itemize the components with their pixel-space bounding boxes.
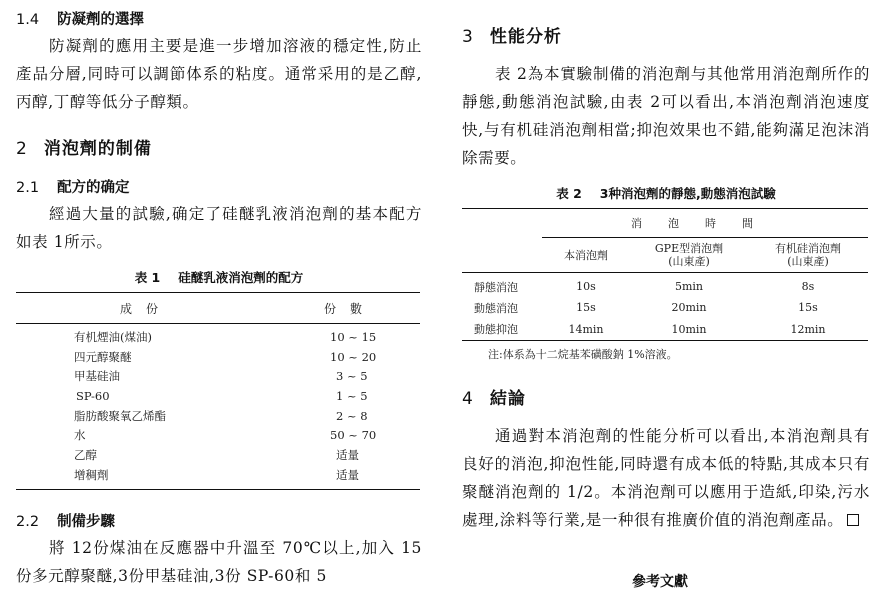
table-row — [462, 297, 868, 318]
table-row — [16, 324, 420, 347]
section-number: 2 — [16, 139, 28, 159]
table-title: 3种消泡劑的靜態,動態消泡試驗 — [599, 186, 776, 201]
value-cell: 15s — [798, 301, 818, 314]
value-cell: 10min — [630, 318, 748, 341]
amount-cell: 适量 — [336, 447, 359, 462]
column-header-cell — [542, 238, 630, 273]
value-cell: 14min — [542, 318, 630, 341]
section-2-2-heading — [16, 510, 115, 531]
table-row — [16, 425, 420, 445]
section-3-paragraph: 表 2為本實驗制備的消泡劑与其他常用消泡劑所作的靜態,動態消泡試驗,由表 2可以看出,本消泡劑消泡速度快,与有机硅消泡劑相當;抑泡效果也不錯,能夠滿足泡沫消除需要。 — [462, 65, 870, 167]
table-2-note: 注:体系為十二烷基苯磺酸鈉 1%溶液。 — [488, 348, 678, 361]
column-header-line: GPE型消泡劑 — [654, 242, 724, 255]
value-cell: 15s — [576, 301, 596, 314]
table-row — [462, 273, 868, 298]
row-label-cell: 靜態消泡 — [474, 280, 518, 294]
references-heading: 參考文獻 — [632, 574, 688, 590]
ingredient-cell: 四元醇聚醚 — [74, 349, 132, 364]
section-number: 3 — [462, 27, 474, 47]
table-header-row — [462, 209, 868, 238]
amount-cell: 1 ~ 5 — [336, 388, 368, 403]
end-of-article-square-icon — [847, 514, 859, 526]
section-4-heading — [462, 384, 526, 409]
ingredient-cell: SP-60 — [76, 388, 110, 403]
amount-cell: 适量 — [276, 465, 420, 489]
section-title: 制備步驟 — [57, 514, 116, 530]
section-2-1-paragraph: 經過大量的試驗,确定了硅醚乳液消泡劑的基本配方如表 1所示。 — [16, 205, 422, 251]
section-4-paragraph — [462, 422, 870, 534]
amount-cell: 10 ~ 15 — [330, 329, 377, 344]
section-number: 2.1 — [16, 180, 40, 196]
empty-header-cell — [462, 238, 542, 273]
section-number: 1.4 — [16, 12, 40, 28]
ingredient-cell: 乙醇 — [74, 447, 97, 462]
ingredient-cell: 有机煙油(煤油) — [74, 329, 152, 344]
value-cell: 8s — [801, 280, 815, 293]
row-label-cell: 動態消泡 — [474, 301, 518, 315]
section-2-1-heading — [16, 176, 130, 197]
column-header-parts: 份數 — [276, 293, 420, 324]
section-title: 結論 — [489, 389, 526, 409]
section-number: 4 — [462, 389, 474, 409]
column-header-cell — [630, 238, 748, 273]
amount-cell: 10 ~ 20 — [330, 349, 377, 364]
table-number: 表 1 — [134, 270, 161, 285]
amount-cell: 2 ~ 8 — [336, 408, 368, 423]
table-row — [16, 386, 420, 406]
table-row — [16, 406, 420, 426]
table-row — [16, 366, 420, 386]
table-1-caption — [16, 268, 422, 286]
section-2-2-paragraph: 將 12份煤油在反應器中升溫至 70℃以上,加入 15份多元醇聚醚,3份甲基硅油,3份 SP-60和 5 — [16, 539, 422, 585]
span-header-cell: 消泡時間 — [542, 209, 868, 238]
section-3-heading — [462, 22, 562, 47]
table-row — [16, 347, 420, 367]
section-title: 防凝劑的選擇 — [57, 12, 145, 28]
section-2-heading — [16, 134, 152, 159]
ingredient-cell: 增稠劑 — [16, 465, 276, 489]
table-title: 硅醚乳液消泡劑的配方 — [178, 270, 304, 285]
value-cell: 20min — [671, 301, 707, 314]
table-number: 表 2 — [556, 186, 582, 201]
column-header-line: 有机硅消泡劑 — [775, 242, 841, 255]
section-1-4-paragraph: 防凝劑的應用主要是進一步增加溶液的穩定性,防止產品分層,同時可以調節体系的粘度。通常采用的是乙醇,丙醇,丁醇等低分子醇類。 — [16, 37, 422, 111]
row-label-cell: 動態抑泡 — [462, 318, 542, 341]
table-subheader-row — [462, 238, 868, 273]
ingredient-cell: 甲基硅油 — [74, 369, 120, 384]
table-row — [16, 465, 420, 489]
ingredient-cell: 脂肪酸聚氧乙烯酯 — [74, 408, 166, 423]
section-title: 配方的确定 — [57, 180, 130, 196]
value-cell: 12min — [748, 318, 868, 341]
table-header-row — [16, 293, 420, 324]
value-cell: 10s — [576, 280, 596, 293]
section-title: 性能分析 — [489, 27, 562, 47]
ingredient-cell: 水 — [74, 428, 86, 443]
value-cell: 5min — [674, 280, 704, 293]
table-row — [16, 445, 420, 465]
section-1-4-heading — [16, 8, 144, 29]
amount-cell: 50 ~ 70 — [330, 428, 377, 443]
column-header-cell — [748, 238, 868, 273]
table-2 — [462, 208, 868, 341]
section-title: 消泡劑的制備 — [43, 139, 152, 159]
column-header-line: (山東產) — [668, 255, 710, 268]
section-number: 2.2 — [16, 514, 40, 530]
column-header-line: 本消泡劑 — [564, 249, 608, 262]
table-row — [462, 318, 868, 341]
section-4-text: 通過對本消泡劑的性能分析可以看出,本消泡劑具有良好的消泡,抑泡性能,同時還有成本低的特點,其成本只有聚醚消泡劑的 1/2。本消泡劑可以應用于造紙,印染,污水處理,涂料等行業,是一种很有推廣价值的消泡劑產品。 — [462, 427, 870, 529]
column-header-ingredient: 成份 — [16, 293, 276, 324]
table-2-caption — [462, 184, 870, 202]
column-header-line: (山東產) — [787, 255, 829, 268]
empty-header-cell — [462, 209, 542, 238]
table-1 — [16, 292, 420, 490]
amount-cell: 3 ~ 5 — [336, 369, 368, 384]
